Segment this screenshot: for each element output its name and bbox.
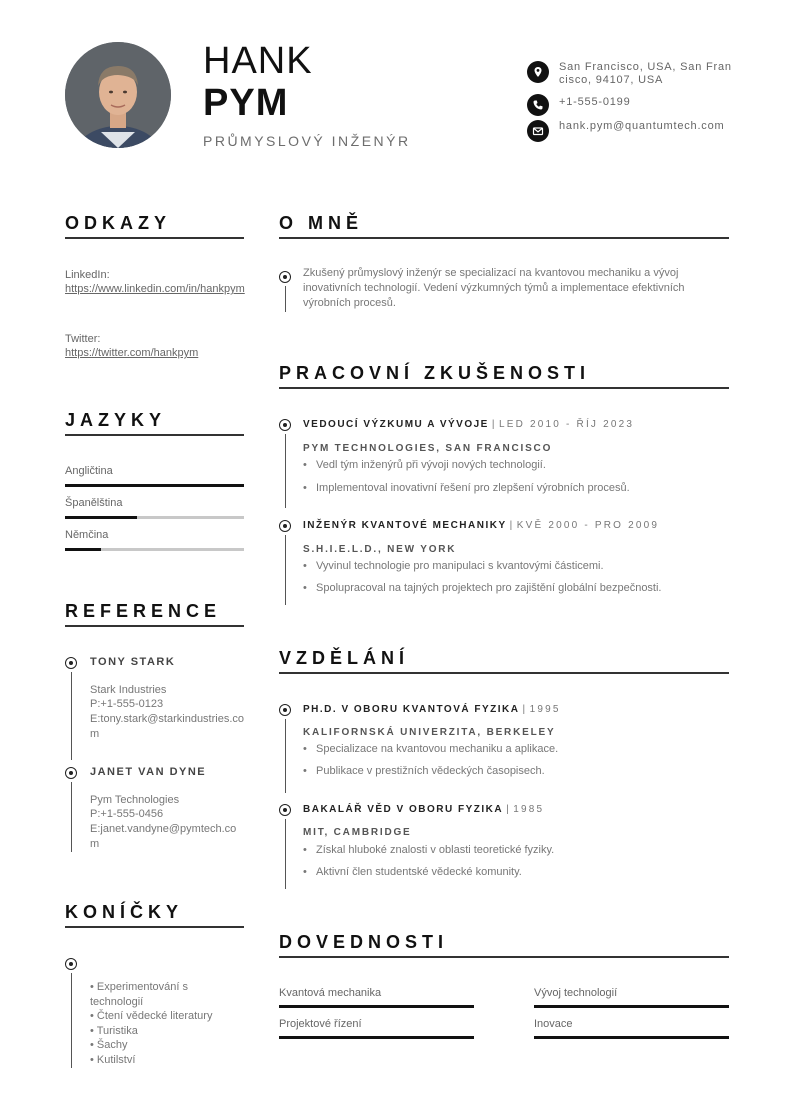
email-icon [527,120,549,142]
profile-photo [65,42,171,148]
job-organization: S.H.I.E.L.D., NEW YORK [303,544,457,555]
skill-name: Vývoj technologií [534,987,618,999]
timeline-line [285,535,286,605]
languages-heading: JAZYKY [65,410,167,430]
contact-address [527,61,737,87]
about-heading: O MNĚ [279,213,364,233]
list-item: • Vedl tým inženýrů při vývoji nových technologií. [303,459,546,471]
reference-phone: P:+1-555-0456 [90,808,164,820]
experience-divider [279,387,729,389]
timeline-dot-icon [279,419,291,431]
links-divider [65,237,244,239]
linkedin-label: LinkedIn: [65,269,110,281]
timeline-dot-icon [65,767,77,779]
language-name: Španělština [65,497,123,509]
list-item: • Kutilství [90,1053,136,1066]
about-divider [279,237,729,239]
education-heading-line: PH.D. V OBORU KVANTOVÁ FYZIKA | 1995 [303,704,561,715]
reference-company: Pym Technologies [90,794,180,806]
timeline-line [71,782,72,852]
list-item: • Vyvinul technologie pro manipulaci s kvantovými částicemi. [303,560,604,572]
hobby-list [90,980,240,1067]
experience-heading: PRACOVNÍ ZKUŠENOSTI [279,363,591,383]
phone-icon [527,94,549,116]
reference-company: Stark Industries [90,684,167,696]
language-name: Němčina [65,529,109,541]
skill-bar [279,1005,474,1008]
skill-name: Inovace [534,1018,573,1030]
timeline-line [285,719,286,793]
degree-year: 1995 [529,704,561,715]
degree-year: 1985 [513,804,545,815]
timeline-dot-icon [279,271,291,283]
hobbies-divider [65,926,244,928]
reference-name: JANET VAN DYNE [90,766,207,778]
timeline-line [285,286,286,312]
job-title: PRŮMYSLOVÝ INŽENÝR [203,133,411,149]
job-role: INŽENÝR KVANTOVÉ MECHANIKY [303,520,507,531]
twitter-link[interactable]: https://twitter.com/hankpym [65,347,199,359]
education-heading: VZDĚLÁNÍ [279,648,409,668]
skills-heading: DOVEDNOSTI [279,932,449,952]
list-item: • Čtení vědecké literatury [90,1010,213,1022]
language-level-fill [65,516,137,519]
references-heading: REFERENCE [65,601,222,621]
language-level-fill [65,548,101,551]
language-level-fill [65,484,244,487]
degree: PH.D. V OBORU KVANTOVÁ FYZIKA [303,704,520,715]
reference-email: E:tony.stark@starkindustries.com [90,713,245,740]
language-level-bar [65,484,244,487]
degree: BAKALÁŘ VĚD V OBORU FYZIKA [303,804,504,815]
list-item: • Aktivní člen studentské vědecké komunity. [303,866,522,878]
list-item: • Publikace v prestižních vědeckých časopisech. [303,765,545,777]
skill-bar [279,1036,474,1039]
timeline-dot-icon [279,520,291,532]
skill-name: Kvantová mechanika [279,987,382,999]
twitter-label: Twitter: [65,333,101,345]
job-organization: PYM TECHNOLOGIES, SAN FRANCISCO [303,443,553,454]
timeline-dot-icon [65,657,77,669]
references-divider [65,625,244,627]
location-pin-icon [527,61,549,83]
school-name: KALIFORNSKÁ UNIVERZITA, BERKELEY [303,727,556,738]
skills-divider [279,956,729,958]
list-item: • Specializace na kvantovou mechaniku a aplikace. [303,743,559,755]
list-item: • Turistika [90,1024,138,1037]
list-item: • Šachy [90,1039,128,1051]
languages-divider [65,434,244,436]
list-item: • Implementoval inovativní řešení pro zlepšení výrobních procesů. [303,482,630,494]
address-text: San Francisco, USA, San Francisco, 94107, USA [559,61,732,86]
skill-bar [534,1005,729,1008]
skill-name: Projektové řízení [279,1018,362,1030]
timeline-line [285,434,286,508]
last-name: PYM [203,82,289,124]
hobbies-heading: KONÍČKY [65,902,184,922]
timeline-line [285,819,286,889]
timeline-dot-icon [279,704,291,716]
reference-phone: P:+1-555-0123 [90,698,164,710]
first-name: HANK [203,40,313,82]
contact-phone [527,94,737,116]
job-heading: VEDOUCÍ VÝZKUMU A VÝVOJE | LED 2010 - ŘÍJ 2023 [303,419,635,430]
reference-email: E:janet.vandyne@pymtech.com [90,823,237,850]
timeline-dot-icon [65,958,77,970]
timeline-line [71,672,72,760]
education-divider [279,672,729,674]
reference-name: TONY STARK [90,656,176,668]
job-period: KVĚ 2000 - PRO 2009 [516,520,660,531]
about-text: Zkušený průmyslový inženýr se specializací na kvantovou mechaniku a vývoj inovativních technologií. Vedení výzkumných týmů a implementace efektivních výrobních procesů. [303,267,685,309]
list-item: • Experimentování s technologií [90,981,189,1008]
list-item: • Spolupracoval na tajných projektech pro zajištění globální bezpečnosti. [303,582,662,594]
school-name: MIT, CAMBRIDGE [303,827,412,838]
job-period: LED 2010 - ŘÍJ 2023 [498,419,635,430]
linkedin-link[interactable]: https://www.linkedin.com/in/hankpym [65,283,245,295]
job-heading: INŽENÝR KVANTOVÉ MECHANIKY | KVĚ 2000 - PRO 2009 [303,520,660,531]
links-heading: ODKAZY [65,213,171,233]
portrait-image [65,42,171,148]
contact-email [527,120,737,142]
language-level-bar [65,548,244,551]
skill-bar [534,1036,729,1039]
timeline-line [71,973,72,1068]
language-name: Angličtina [65,465,113,477]
job-role: VEDOUCÍ VÝZKUMU A VÝVOJE [303,419,489,430]
timeline-dot-icon [279,804,291,816]
list-item: • Získal hluboké znalosti v oblasti teoretické fyziky. [303,844,555,856]
phone-text: +1-555-0199 [559,96,631,108]
email-text: hank.pym@quantumtech.com [559,120,725,132]
language-level-bar [65,516,244,519]
education-heading-line: BAKALÁŘ VĚD V OBORU FYZIKA | 1985 [303,804,545,815]
